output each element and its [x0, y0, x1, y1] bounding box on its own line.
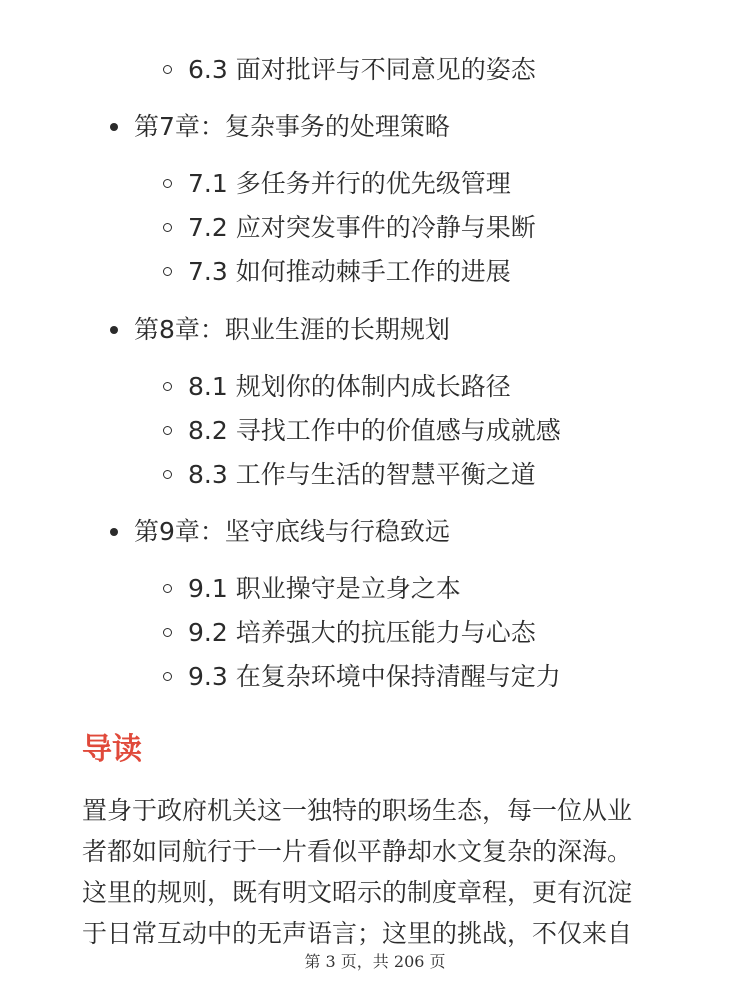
filled-bullet-icon: [110, 123, 118, 131]
toc-chapter-label: 第7章：复杂事务的处理策略: [134, 112, 450, 141]
toc-chapter-8[interactable]: [134, 315, 450, 345]
toc-section-8-2[interactable]: [188, 416, 561, 446]
toc-section-6-3[interactable]: [188, 55, 536, 85]
hollow-bullet-icon: [163, 470, 172, 479]
hollow-bullet-icon: [163, 179, 172, 188]
toc-section-8-1[interactable]: [188, 372, 511, 402]
toc-chapter-9[interactable]: [134, 517, 450, 547]
hollow-bullet-icon: [163, 223, 172, 232]
hollow-bullet-icon: [163, 65, 172, 74]
toc-section-label: 7.2 应对突发事件的冷静与果断: [188, 213, 536, 242]
toc-chapter-label: 第8章：职业生涯的长期规划: [134, 315, 450, 344]
toc-section-9-1[interactable]: [188, 574, 461, 604]
intro-paragraph: [82, 790, 682, 954]
toc-section-9-2[interactable]: [188, 618, 536, 648]
toc-section-7-3[interactable]: [188, 257, 511, 287]
toc-section-label: 6.3 面对批评与不同意见的姿态: [188, 55, 536, 84]
hollow-bullet-icon: [163, 628, 172, 637]
toc-section-label: 8.3 工作与生活的智慧平衡之道: [188, 460, 536, 489]
toc-section-7-2[interactable]: [188, 213, 536, 243]
toc-section-label: 9.1 职业操守是立身之本: [188, 574, 461, 603]
toc-chapter-7[interactable]: [134, 112, 450, 142]
intro-heading: 导读: [82, 732, 142, 767]
filled-bullet-icon: [110, 528, 118, 536]
intro-line: 者都如同航行于一片看似平静却水文复杂的深海。: [82, 837, 633, 866]
toc-section-9-3[interactable]: [188, 662, 561, 692]
intro-line: 这里的规则，既有明文昭示的制度章程，更有沉淀: [82, 878, 633, 907]
toc-section-label: 7.3 如何推动棘手工作的进展: [188, 257, 511, 286]
hollow-bullet-icon: [163, 426, 172, 435]
page-number-footer: 第 3 页，共 206 页: [304, 952, 446, 971]
intro-line: 于日常互动中的无声语言；这里的挑战，不仅来自: [82, 919, 633, 948]
toc-section-8-3[interactable]: [188, 460, 536, 490]
intro-line: 置身于政府机关这一独特的职场生态，每一位从业: [82, 796, 633, 825]
hollow-bullet-icon: [163, 382, 172, 391]
toc-section-label: 8.1 规划你的体制内成长路径: [188, 372, 511, 401]
hollow-bullet-icon: [163, 672, 172, 681]
hollow-bullet-icon: [163, 267, 172, 276]
toc-section-label: 7.1 多任务并行的优先级管理: [188, 169, 511, 198]
filled-bullet-icon: [110, 326, 118, 334]
hollow-bullet-icon: [163, 584, 172, 593]
toc-section-label: 9.3 在复杂环境中保持清醒与定力: [188, 662, 561, 691]
toc-section-7-1[interactable]: [188, 169, 511, 199]
toc-chapter-label: 第9章：坚守底线与行稳致远: [134, 517, 450, 546]
toc-section-label: 9.2 培养强大的抗压能力与心态: [188, 618, 536, 647]
toc-section-label: 8.2 寻找工作中的价值感与成就感: [188, 416, 561, 445]
